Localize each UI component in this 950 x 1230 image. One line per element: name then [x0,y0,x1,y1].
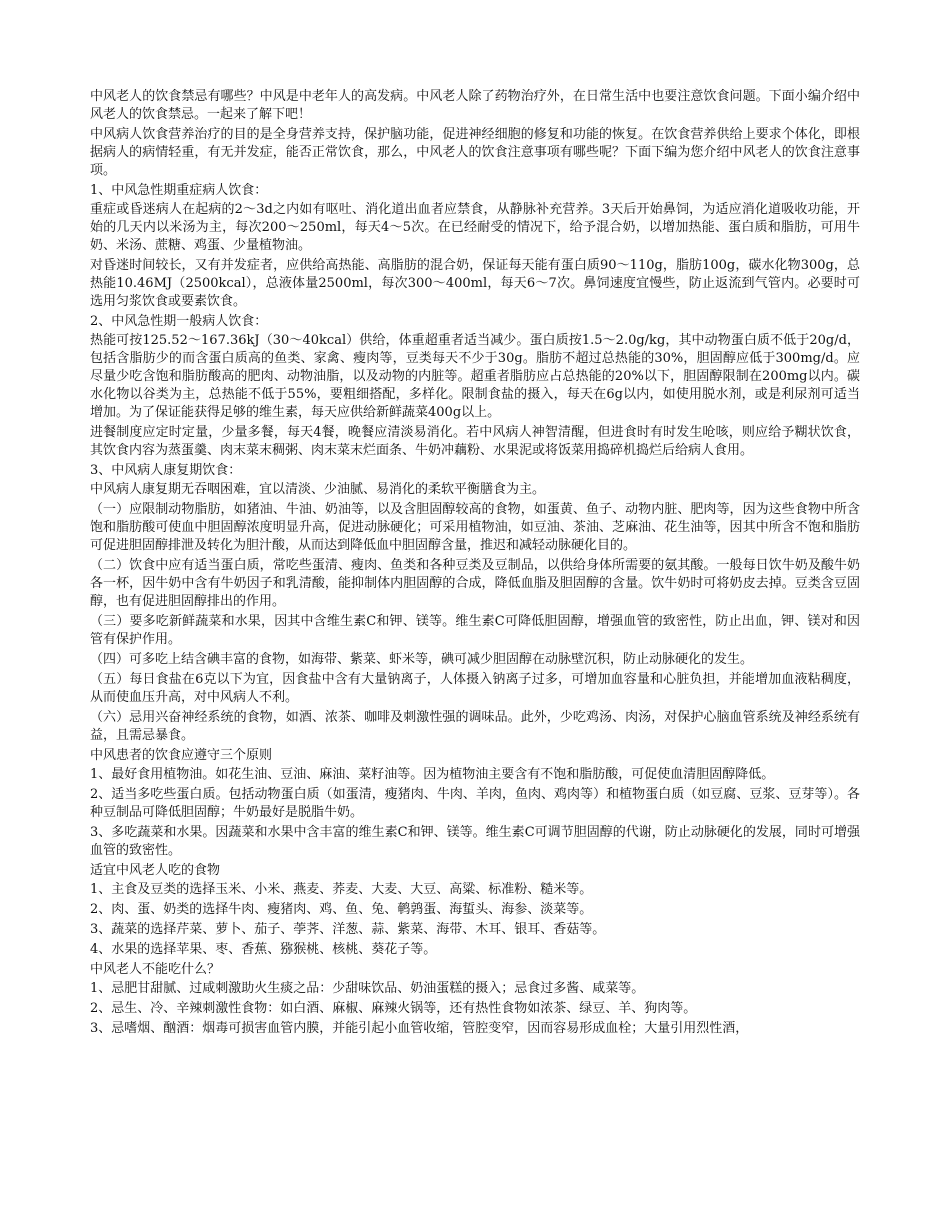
paragraph-meal-schedule: 进餐制度应定时定量，少量多餐，每天4餐，晚餐应清淡易消化。若中风病人神智清醒，但进食时有时发生呛咳，则应给予糊状饮食，其饮食内容为蒸蛋羹、肉末菜末稠粥、肉末菜末烂面条、牛奶冲藕粉、水果泥或将饭菜用捣碎机捣烂后给病人食用。 [90,425,860,458]
section-heading-forbidden: 中风老人不能吃什么？ [90,962,221,977]
paragraph-item-1: （一）应限制动物脂肪，如猪油、牛油、奶油等，以及含胆固醇较高的食物，如蛋黄、鱼子、动物内脏、肥肉等，因为这些食物中所含饱和脂肪酸可使血中胆固醇浓度明显升高，促进动脉硬化；可采用植物油，如豆油、茶油、芝麻油、花生油等，因其中所含不饱和脂肪可促进胆固醇排泄及转化为胆汁酸，从而达到降低血中胆固醇含量，推迟和减轻动脉硬化目的。 [90,502,860,553]
paragraph-recovery-intro: 中风病人康复期无吞咽困难，宜以清淡、少油腻、易消化的柔软平衡膳食为主。 [90,482,546,497]
paragraph-energy: 热能可按125.52～167.36kJ（30～40kcal）供给，体重超重者适当减少。蛋白质按1.5～2.0g/kg，其中动物蛋白质不低于20g/d，包括含脂肪少的而含蛋白质高的鱼类、家禽、瘦肉等，豆类每天不少于30g。脂肪不超过总热能的30%，胆固醇应低于300mg/d。应尽量少吃含饱和脂肪酸高的肥肉、动物油脂，以及动物的内脏等。超重者脂肪应占总热能的20%以下，胆固醇限制在200mg以内。碳水化物以谷类为主，总热能不低于55%，要粗细搭配，多样化。限制食盐的摄入，每天在6g以内，如使用脱水剂，或是利尿剂可适当增加。为了保证能获得足够的维生素，每天应供给新鲜蔬菜400g以上。 [90,333,860,420]
section-heading-acute-general: 2、中风急性期一般病人饮食： [90,314,268,329]
purpose-paragraph: 中风病人饮食营养治疗的目的是全身营养支持，保护脑功能，促进神经细胞的修复和功能的恢复。在饮食营养供给上要求个体化，即根据病人的病情轻重，有无并发症，能否正常饮食，那么，中风老人的饮食注意事项有哪些呢？下面下编为您介绍中风老人的饮食注意事项。 [90,127,860,178]
section-heading-suitable-foods: 适宜中风老人吃的食物 [90,863,221,878]
forbidden-2: 2、忌生、冷、辛辣刺激性食物：如白酒、麻椒、麻辣火锅等，还有热性食物如浓茶、绿豆、羊、狗肉等。 [90,1001,697,1016]
section-heading-principles: 中风患者的饮食应遵守三个原则 [90,748,273,763]
paragraph-item-5: （五）每日食盐在6克以下为宜，因食盐中含有大量钠离子，人体摄入钠离子过多，可增加血容量和心脏负担，并能增加血液粘稠度，从而使血压升高，对中风病人不利。 [90,672,860,705]
forbidden-3: 3、忌嗜烟、酗酒：烟毒可损害血管内膜，并能引起小血管收缩，管腔变窄，因而容易形成血栓；大量引用烈性酒， [90,1021,749,1036]
forbidden-1: 1、忌肥甘甜腻、过咸刺激助火生痰之品：少甜味饮品、奶油蛋糕的摄入；忌食过多酱、咸菜等。 [90,981,645,996]
principle-3: 3、多吃蔬菜和水果。因蔬菜和水果中含丰富的维生素C和钾、镁等。维生素C可调节胆固醇的代谢，防止动脉硬化的发展，同时可增强血管的致密性。 [90,825,860,858]
principle-2: 2、适当多吃些蛋白质。包括动物蛋白质（如蛋清，瘦猪肉、牛肉、羊肉，鱼肉、鸡肉等）和植物蛋白质（如豆腐、豆浆、豆芽等）。各种豆制品可降低胆固醇；牛奶最好是脱脂牛奶。 [90,787,860,820]
section-heading-acute-severe: 1、中风急性期重症病人饮食： [90,183,268,198]
suitable-food-2: 2、肉、蛋、奶类的选择牛肉、瘦猪肉、鸡、鱼、兔、鹌鹑蛋、海蜇头、海参、淡菜等。 [90,902,593,917]
suitable-food-1: 1、主食及豆类的选择玉米、小米、燕麦、荞麦、大麦、大豆、高粱、标准粉、糙米等。 [90,882,593,897]
section-heading-recovery: 3、中风病人康复期饮食： [90,463,242,478]
paragraph-severe-coma: 重症或昏迷病人在起病的2～3d之内如有呕吐、消化道出血者应禁食，从静脉补充营养。3天后开始鼻饲，为适应消化道吸收功能，开始的几天内以米汤为主，每次200～250ml，每天4～5次。在已经耐受的情况下，给予混合奶，以增加热能、蛋白质和脂肪，可用牛奶、米汤、蔗糖、鸡蛋、少量植物油。 [90,202,860,253]
paragraph-item-4: （四）可多吃上结含碘丰富的食物，如海带、紫菜、虾米等，碘可减少胆固醇在动脉壁沉积，防止动脉硬化的发生。 [90,652,754,667]
paragraph-item-3: （三）要多吃新鲜蔬菜和水果，因其中含维生素C和钾、镁等。维生素C可降低胆固醇，增强血管的致密性，防止出血，钾、镁对和因管有保护作用。 [90,614,860,647]
suitable-food-3: 3、蔬菜的选择芹菜、萝卜、茄子、荸荠、洋葱、蒜、紫菜、海带、木耳、银耳、香菇等。 [90,922,606,937]
paragraph-item-2: （二）饮食中应有适当蛋白质，常吃些蛋清、瘦肉、鱼类和各种豆类及豆制品，以供给身体所需要的氨其酸。一般每日饮牛奶及酸牛奶各一杯，因牛奶中含有牛奶因子和乳清酸，能抑制体内胆固醇的合成，降低血脂及胆固醇的含量。饮牛奶时可将奶皮去掉。豆类含豆固醇，也有促进胆固醇排出的作用。 [90,558,860,609]
paragraph-item-6: （六）忌用兴奋神经系统的食物，如酒、浓茶、咖啡及刺激性强的调味品。此外，少吃鸡汤、肉汤，对保护心脑血管系统及神经系统有益，且需忌暴食。 [90,710,860,743]
intro-paragraph: 中风老人的饮食禁忌有哪些？中风是中老年人的高发病。中风老人除了药物治疗外，在日常生活中也要注意饮食问题。下面小编介绍中风老人的饮食禁忌。一起来了解下吧！ [90,89,860,122]
principle-1: 1、最好食用植物油。如花生油、豆油、麻油、菜籽油等。因为植物油主要含有不饱和脂肪酸，可促使血清胆固醇降低。 [90,767,775,782]
suitable-food-4: 4、水果的选择苹果、枣、香蕉、猕猴桃、核桃、葵花子等。 [90,942,437,957]
paragraph-long-coma: 对昏迷时间较长，又有并发症者，应供给高热能、高脂肪的混合奶，保证每天能有蛋白质90～110g，脂肪100g，碳水化物300g，总热能10.46MJ（2500kcal），总液体量2500ml，每次300～400ml，每天6～7次。鼻饲速度宜慢些，防止返流到气管内。必要时可选用匀浆饮食或要素饮食。 [90,258,860,309]
